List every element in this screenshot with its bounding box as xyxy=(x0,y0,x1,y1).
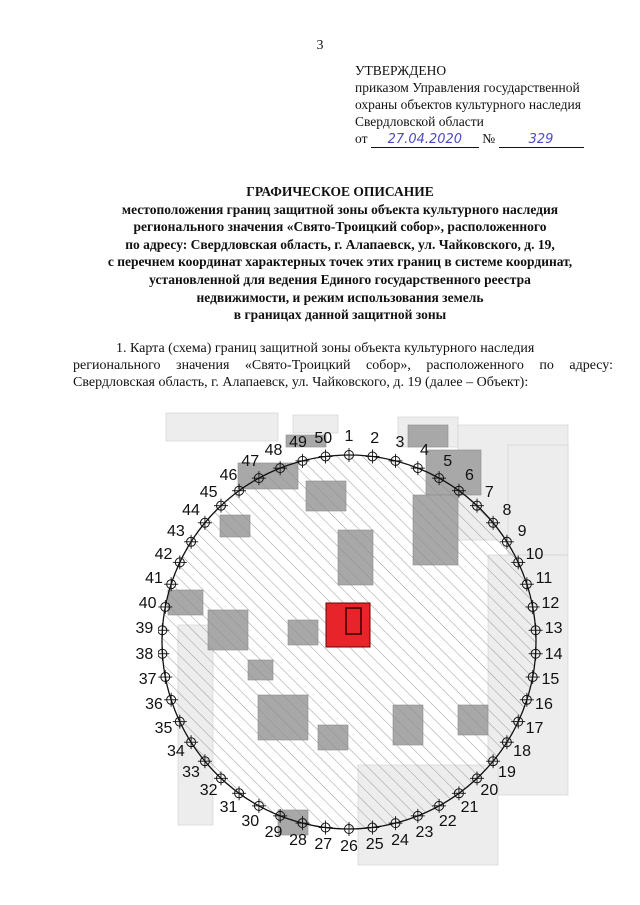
section-line-3: Свердловская область, г. Алапаевск, ул. Чайковского, д. 19 (далее – Объект): xyxy=(73,375,529,390)
section-number: 1. xyxy=(116,341,127,356)
boundary-point-label: 41 xyxy=(145,569,163,587)
date-prefix: от xyxy=(355,131,368,146)
approval-stamp xyxy=(355,62,630,148)
section-line-1: Карта (схема) границ защитной зоны объекта культурного наследия xyxy=(130,341,535,356)
order-number: 329 xyxy=(499,132,584,148)
boundary-point-label: 34 xyxy=(167,742,185,760)
boundary-point-label: 13 xyxy=(544,620,563,638)
boundary-point-label: 38 xyxy=(135,645,154,663)
boundary-point-label: 21 xyxy=(460,798,479,816)
boundary-point-label: 40 xyxy=(138,594,157,612)
boundary-point-label: 15 xyxy=(541,671,560,689)
boundary-point-label: 19 xyxy=(498,763,516,781)
title-line-4: по адресу: Свердловская область, г. Алапаевск, ул. Чайковского, д. 19, xyxy=(125,236,555,252)
boundary-point-label: 35 xyxy=(154,720,173,738)
boundary-point-label: 17 xyxy=(525,720,544,738)
cultural-heritage-object xyxy=(326,603,370,647)
boundary-point-label: 47 xyxy=(241,453,260,471)
boundary-point-label: 2 xyxy=(370,429,380,447)
boundary-point-label: 32 xyxy=(199,782,218,800)
boundary-point-label: 49 xyxy=(289,434,307,452)
boundary-point-label: 36 xyxy=(145,696,163,714)
approval-line-2: охраны объектов культурного наследия xyxy=(355,97,581,112)
section-1-paragraph xyxy=(73,340,613,391)
boundary-point-label: 3 xyxy=(395,434,405,452)
protection-zone-map xyxy=(158,405,580,870)
order-date: 27.04.2020 xyxy=(371,132,479,148)
page-number: 3 xyxy=(316,38,324,53)
boundary-point-label: 6 xyxy=(465,467,474,485)
boundary-point-label: 30 xyxy=(241,812,260,830)
boundary-point-label: 4 xyxy=(420,442,429,460)
boundary-point-label: 25 xyxy=(365,836,384,854)
boundary-point-label: 23 xyxy=(415,823,434,841)
boundary-point-label: 12 xyxy=(541,594,560,612)
boundary-point-label: 44 xyxy=(182,502,200,520)
boundary-point-label: 37 xyxy=(138,671,157,689)
boundary-point-label: 8 xyxy=(502,502,512,520)
boundary-point-label: 45 xyxy=(199,483,218,501)
boundary-point-label: 20 xyxy=(480,782,499,800)
title-line-1: ГРАФИЧЕСКОЕ ОПИСАНИЕ xyxy=(246,184,434,199)
building xyxy=(408,425,448,447)
title-line-2: местоположения границ защитной зоны объекта культурного наследия xyxy=(121,201,559,217)
boundary-point-label: 43 xyxy=(167,523,185,541)
boundary-point-label: 10 xyxy=(525,545,544,563)
boundary-point-label: 1 xyxy=(344,428,354,445)
section-line-2: регионального значения «Свято-Троицкий собор», расположенного по адресу: xyxy=(73,358,613,373)
boundary-point-label: 9 xyxy=(517,523,527,541)
document-title xyxy=(40,183,640,324)
boundary-point-label: 16 xyxy=(535,696,553,714)
boundary-point-label: 18 xyxy=(513,742,531,760)
boundary-point-label: 27 xyxy=(314,836,333,854)
boundary-point-label: 50 xyxy=(314,429,333,447)
approval-line-3: Свердловской области xyxy=(355,114,484,129)
boundary-point-label: 26 xyxy=(340,838,358,855)
boundary-point-label: 46 xyxy=(219,467,238,485)
boundary-point-label: 5 xyxy=(443,453,453,471)
boundary-point-label: 7 xyxy=(484,483,494,501)
object-building xyxy=(346,608,361,634)
boundary-point-label: 24 xyxy=(391,831,409,849)
title-line-8: в границах данной защитной зоны xyxy=(233,307,447,323)
boundary-point-label: 31 xyxy=(219,798,238,816)
boundary-point-label: 14 xyxy=(544,645,563,663)
approval-line-1: приказом Управления государственной xyxy=(355,80,580,95)
boundary-point-label: 39 xyxy=(135,620,154,638)
boundary-point-label: 22 xyxy=(438,812,457,830)
approval-date-line xyxy=(355,130,630,148)
approval-heading: УТВЕРЖДЕНО xyxy=(355,63,447,78)
boundary-point-label: 48 xyxy=(264,442,283,460)
title-line-5: с перечнем координат характерных точек этих границ в системе координат, xyxy=(107,254,573,270)
boundary-point-label: 28 xyxy=(289,831,307,849)
boundary-point-label: 11 xyxy=(535,569,553,587)
building xyxy=(286,435,326,447)
number-prefix: № xyxy=(482,131,496,146)
boundary-point-label: 29 xyxy=(264,823,283,841)
title-line-6: установленной для ведения Единого государственного реестра xyxy=(149,271,531,287)
boundary-point-label: 33 xyxy=(182,763,200,781)
title-line-7: недвижимости, и режим использования земель xyxy=(196,289,484,305)
title-line-3: регионального значения «Свято-Троицкий собор», расположенного xyxy=(133,219,547,235)
boundary-point-label: 42 xyxy=(154,545,173,563)
